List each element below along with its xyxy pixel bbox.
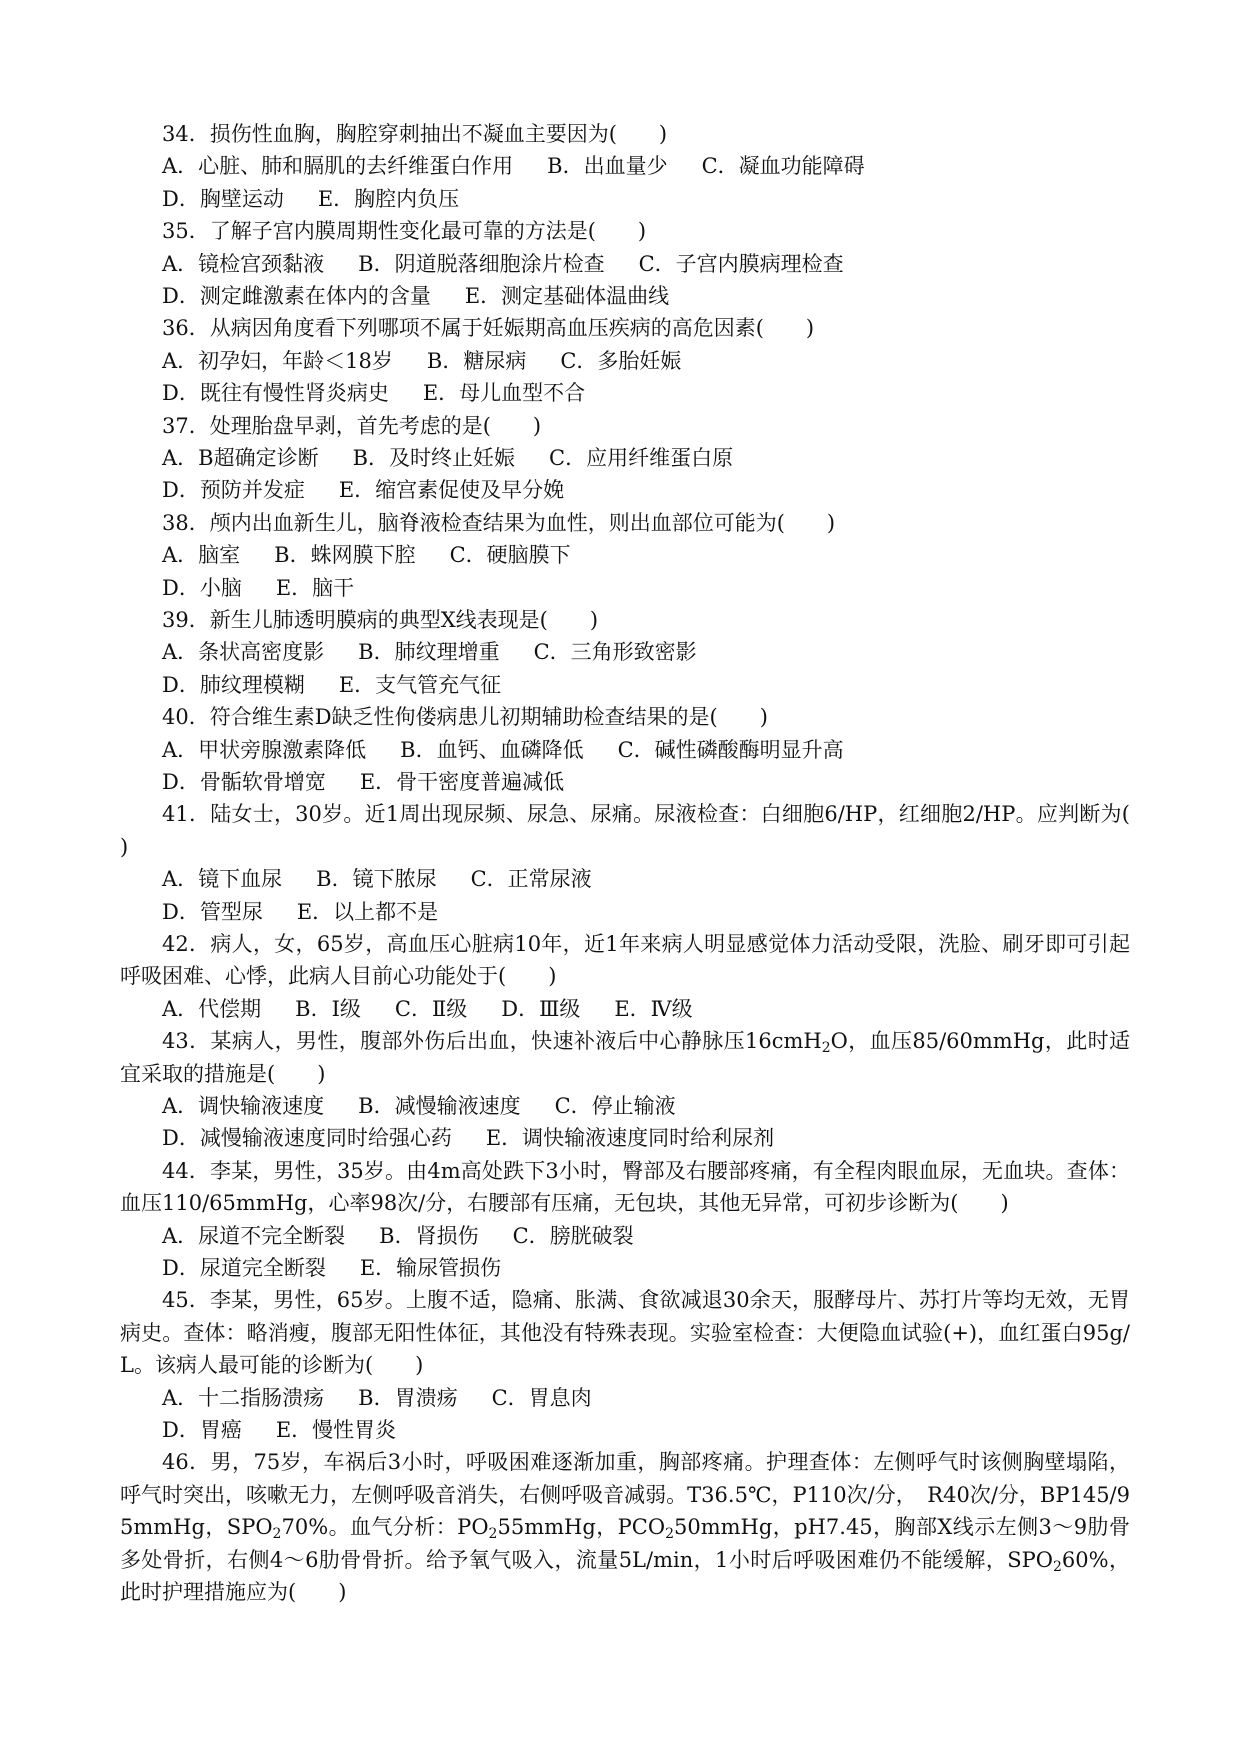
option-row [120,1382,1130,1414]
answer-option: D．Ⅲ级 [501,996,581,1021]
question-block [120,928,1130,1025]
option-row [120,539,1130,571]
answer-option: E．胸腔内负压 [317,186,460,211]
answer-option: A．初孕妇，年龄＜18岁 [162,348,393,373]
answer-option: B．糖尿病 [426,348,527,373]
answer-option: A．脑室 [162,543,241,568]
answer-option: E．骨干密度普遍减低 [359,769,565,794]
option-row [120,442,1130,474]
question-block [120,1446,1130,1608]
question-stem: 39．新生儿肺透明膜病的典型X线表现是( ) [162,607,599,632]
option-row [120,636,1130,668]
subscript: 2 [272,1526,282,1543]
answer-option: B．血钙、血磷降低 [400,737,584,762]
answer-option: A．十二指肠溃疡 [162,1385,325,1410]
option-row [120,993,1130,1025]
answer-option: E．缩宫素促使及早分娩 [338,478,565,503]
answer-option: B．Ⅰ级 [295,996,361,1021]
option-row [120,1414,1130,1446]
question-block [120,798,1172,928]
question-block [120,1284,1130,1446]
answer-option: D．骨骺软骨增宽 [162,769,326,794]
question-stem: 44．李某，男性，35岁。由4m高处跌下3小时，臀部及右腰部疼痛，有全程肉眼血尿，无血块。查体：血压110/65mmHg，心率98次/分，右腰部有压痛，无包块，其他无异常，可初步诊断为( ) [120,1158,1130,1216]
answer-option: C．胃息肉 [491,1385,592,1410]
answer-option: E．测定基础体温曲线 [464,283,670,308]
option-row [120,377,1130,409]
answer-option: A．镜检宫颈黏液 [162,251,325,276]
answer-option: A．条状高密度影 [162,640,325,665]
answer-option: B．镜下脓尿 [316,867,437,892]
answer-option: A．甲状旁腺激素降低 [162,737,367,762]
stem-text: O，血压85/60mmHg，此时适宜采取的措施是( ) [120,1029,1130,1086]
option-row [120,1220,1130,1252]
answer-option: B．肺纹理增重 [358,640,500,665]
answer-option: E．支气管充气征 [338,672,502,697]
answer-option: E．脑干 [275,575,355,600]
question-block [120,215,1130,312]
answer-option: E．Ⅳ级 [614,996,693,1021]
option-row [120,1122,1130,1154]
answer-option: C．凝血功能障碍 [701,154,865,179]
answer-option: C．三角形致密影 [533,640,697,665]
answer-option: D．预防并发症 [162,478,305,503]
answer-option: A．心脏、肺和膈肌的去纤维蛋白作用 [162,154,514,179]
answer-option: C．Ⅱ级 [394,996,468,1021]
answer-option: D．小脑 [162,575,242,600]
subscript: 2 [665,1526,674,1543]
answer-option: B．肾损伤 [379,1223,479,1248]
answer-option: B．出血量少 [547,154,668,179]
answer-option: C．膀胱破裂 [512,1223,634,1248]
question-stem: 38．颅内出血新生儿，脑脊液检查结果为血性，则出血部位可能为( ) [162,510,836,535]
question-block [120,1025,1130,1155]
question-stem: 45．李某，男性，65岁。上腹不适，隐痛、胀满、食欲减退30余天，服酵母片、苏打片等均无效，无胃病史。查体：略消瘦，腹部无阳性体征，其他没有特殊表现。实验室检查：大便隐血试验(+)，血红蛋白95g/L。该病人最可能的诊断为( ) [120,1288,1130,1378]
answer-option: C．应用纤维蛋白原 [549,445,734,470]
answer-option: E．输尿管损伤 [359,1255,502,1280]
stem-text: 50mmHg，pH7.45，胸部X线示左侧3～9肋骨多处骨折，右侧4～6肋骨骨折。给予氧气吸入，流量5L/min，1小时后呼吸困难仍不能缓解，SPO [120,1515,1130,1572]
answer-option: B．阴道脱落细胞涂片检查 [358,251,605,276]
answer-option: C．子宫内膜病理检查 [638,251,844,276]
option-row [120,863,1130,895]
option-row [120,280,1130,312]
answer-option: D．测定雌激素在体内的含量 [162,283,431,308]
answer-option: C．停止输液 [554,1093,676,1118]
answer-option: C．碱性磷酸酶明显升高 [617,737,844,762]
subscript: 2 [1052,1558,1062,1575]
question-list [120,118,1172,1608]
answer-option: A．尿道不完全断裂 [162,1223,346,1248]
answer-option: D．肺纹理模糊 [162,672,305,697]
option-row [120,1090,1130,1122]
answer-option: D．胸壁运动 [162,186,284,211]
question-stem [120,1446,1130,1608]
question-stem: 41．陆女士，30岁。近1周出现尿频、尿急、尿痛。尿液检查：白细胞6/HP，红细胞2/HP。应判断为( ) [120,802,1172,859]
question-stem: 36．从病因角度看下列哪项不属于妊娠期高血压疾病的高危因素( ) [162,316,815,341]
option-row [120,766,1130,798]
answer-option: D．减慢输液速度同时给强心药 [162,1126,452,1151]
question-stem [120,1025,1130,1090]
subscript: 2 [488,1526,498,1543]
answer-option: A．调快输液速度 [162,1093,325,1118]
answer-option: B．胃溃疡 [358,1385,458,1410]
option-row [120,474,1130,506]
question-block [120,410,1130,507]
question-stem: 35．了解子宫内膜周期性变化最可靠的方法是( ) [162,219,647,244]
answer-option: C．硬脑膜下 [449,543,571,568]
stem-text: 55mmHg，PCO [497,1515,666,1540]
answer-option: B．及时终止妊娠 [352,445,516,470]
question-stem: 42．病人，女，65岁，高血压心脏病10年，近1年来病人明显感觉体力活动受限，洗脸、刷牙即可引起呼吸困难、心悸，此病人目前心功能处于( ) [120,931,1130,989]
answer-option: C．正常尿液 [470,867,592,892]
stem-text: 43．某病人，男性，腹部外伤后出血，快速补液后中心静脉压16cmH [162,1029,822,1054]
question-stem: 37．处理胎盘早剥，首先考虑的是( ) [162,413,542,438]
answer-option: E．调快输液速度同时给利尿剂 [485,1126,775,1151]
stem-text: 60%，此时护理措施应为( ) [120,1547,1130,1604]
question-block [120,701,1130,798]
option-row [120,572,1130,604]
option-row [120,896,1130,928]
question-block [120,118,1130,215]
option-row [120,669,1130,701]
answer-option: E．母儿血型不合 [422,381,586,406]
option-row [120,150,1130,182]
answer-option: A．B超确定诊断 [162,445,319,470]
option-row [120,734,1130,766]
question-block [120,604,1130,701]
option-row [120,248,1130,280]
answer-option: E．以上都不是 [296,899,439,924]
answer-option: E．慢性胃炎 [275,1417,397,1442]
stem-text: 46．男，75岁，车祸后3小时，呼吸困难逐渐加重，胸部疼痛。护理查体：左侧呼气时该侧胸壁塌陷，呼气时突出，咳嗽无力，左侧呼吸音消失，右侧呼吸音减弱。T36.5℃，P110次/分， R40次/分，BP145/95mmHg，SPO [120,1450,1130,1540]
answer-option: A．代偿期 [162,996,262,1021]
question-block [120,312,1130,409]
answer-option: D．尿道完全断裂 [162,1255,326,1280]
subscript: 2 [821,1040,831,1057]
option-row [120,183,1130,215]
stem-text: 70%。血气分析：PO [281,1515,489,1540]
answer-option: D．管型尿 [162,899,263,924]
answer-option: A．镜下血尿 [162,867,283,892]
answer-option: B．减慢输液速度 [358,1093,521,1118]
question-block [120,1155,1130,1285]
answer-option: C．多胎妊娠 [560,348,682,373]
answer-option: D．既往有慢性肾炎病史 [162,381,389,406]
answer-option: D．胃癌 [162,1417,242,1442]
option-row [120,345,1130,377]
answer-option: B．蛛网膜下腔 [274,543,416,568]
question-stem: 34．损伤性血胸，胸腔穿刺抽出不凝血主要因为( ) [162,122,668,146]
question-stem: 40．符合维生素D缺乏性佝偻病患儿初期辅助检查结果的是( ) [162,705,768,730]
option-row [120,1252,1130,1284]
question-block [120,507,1130,604]
